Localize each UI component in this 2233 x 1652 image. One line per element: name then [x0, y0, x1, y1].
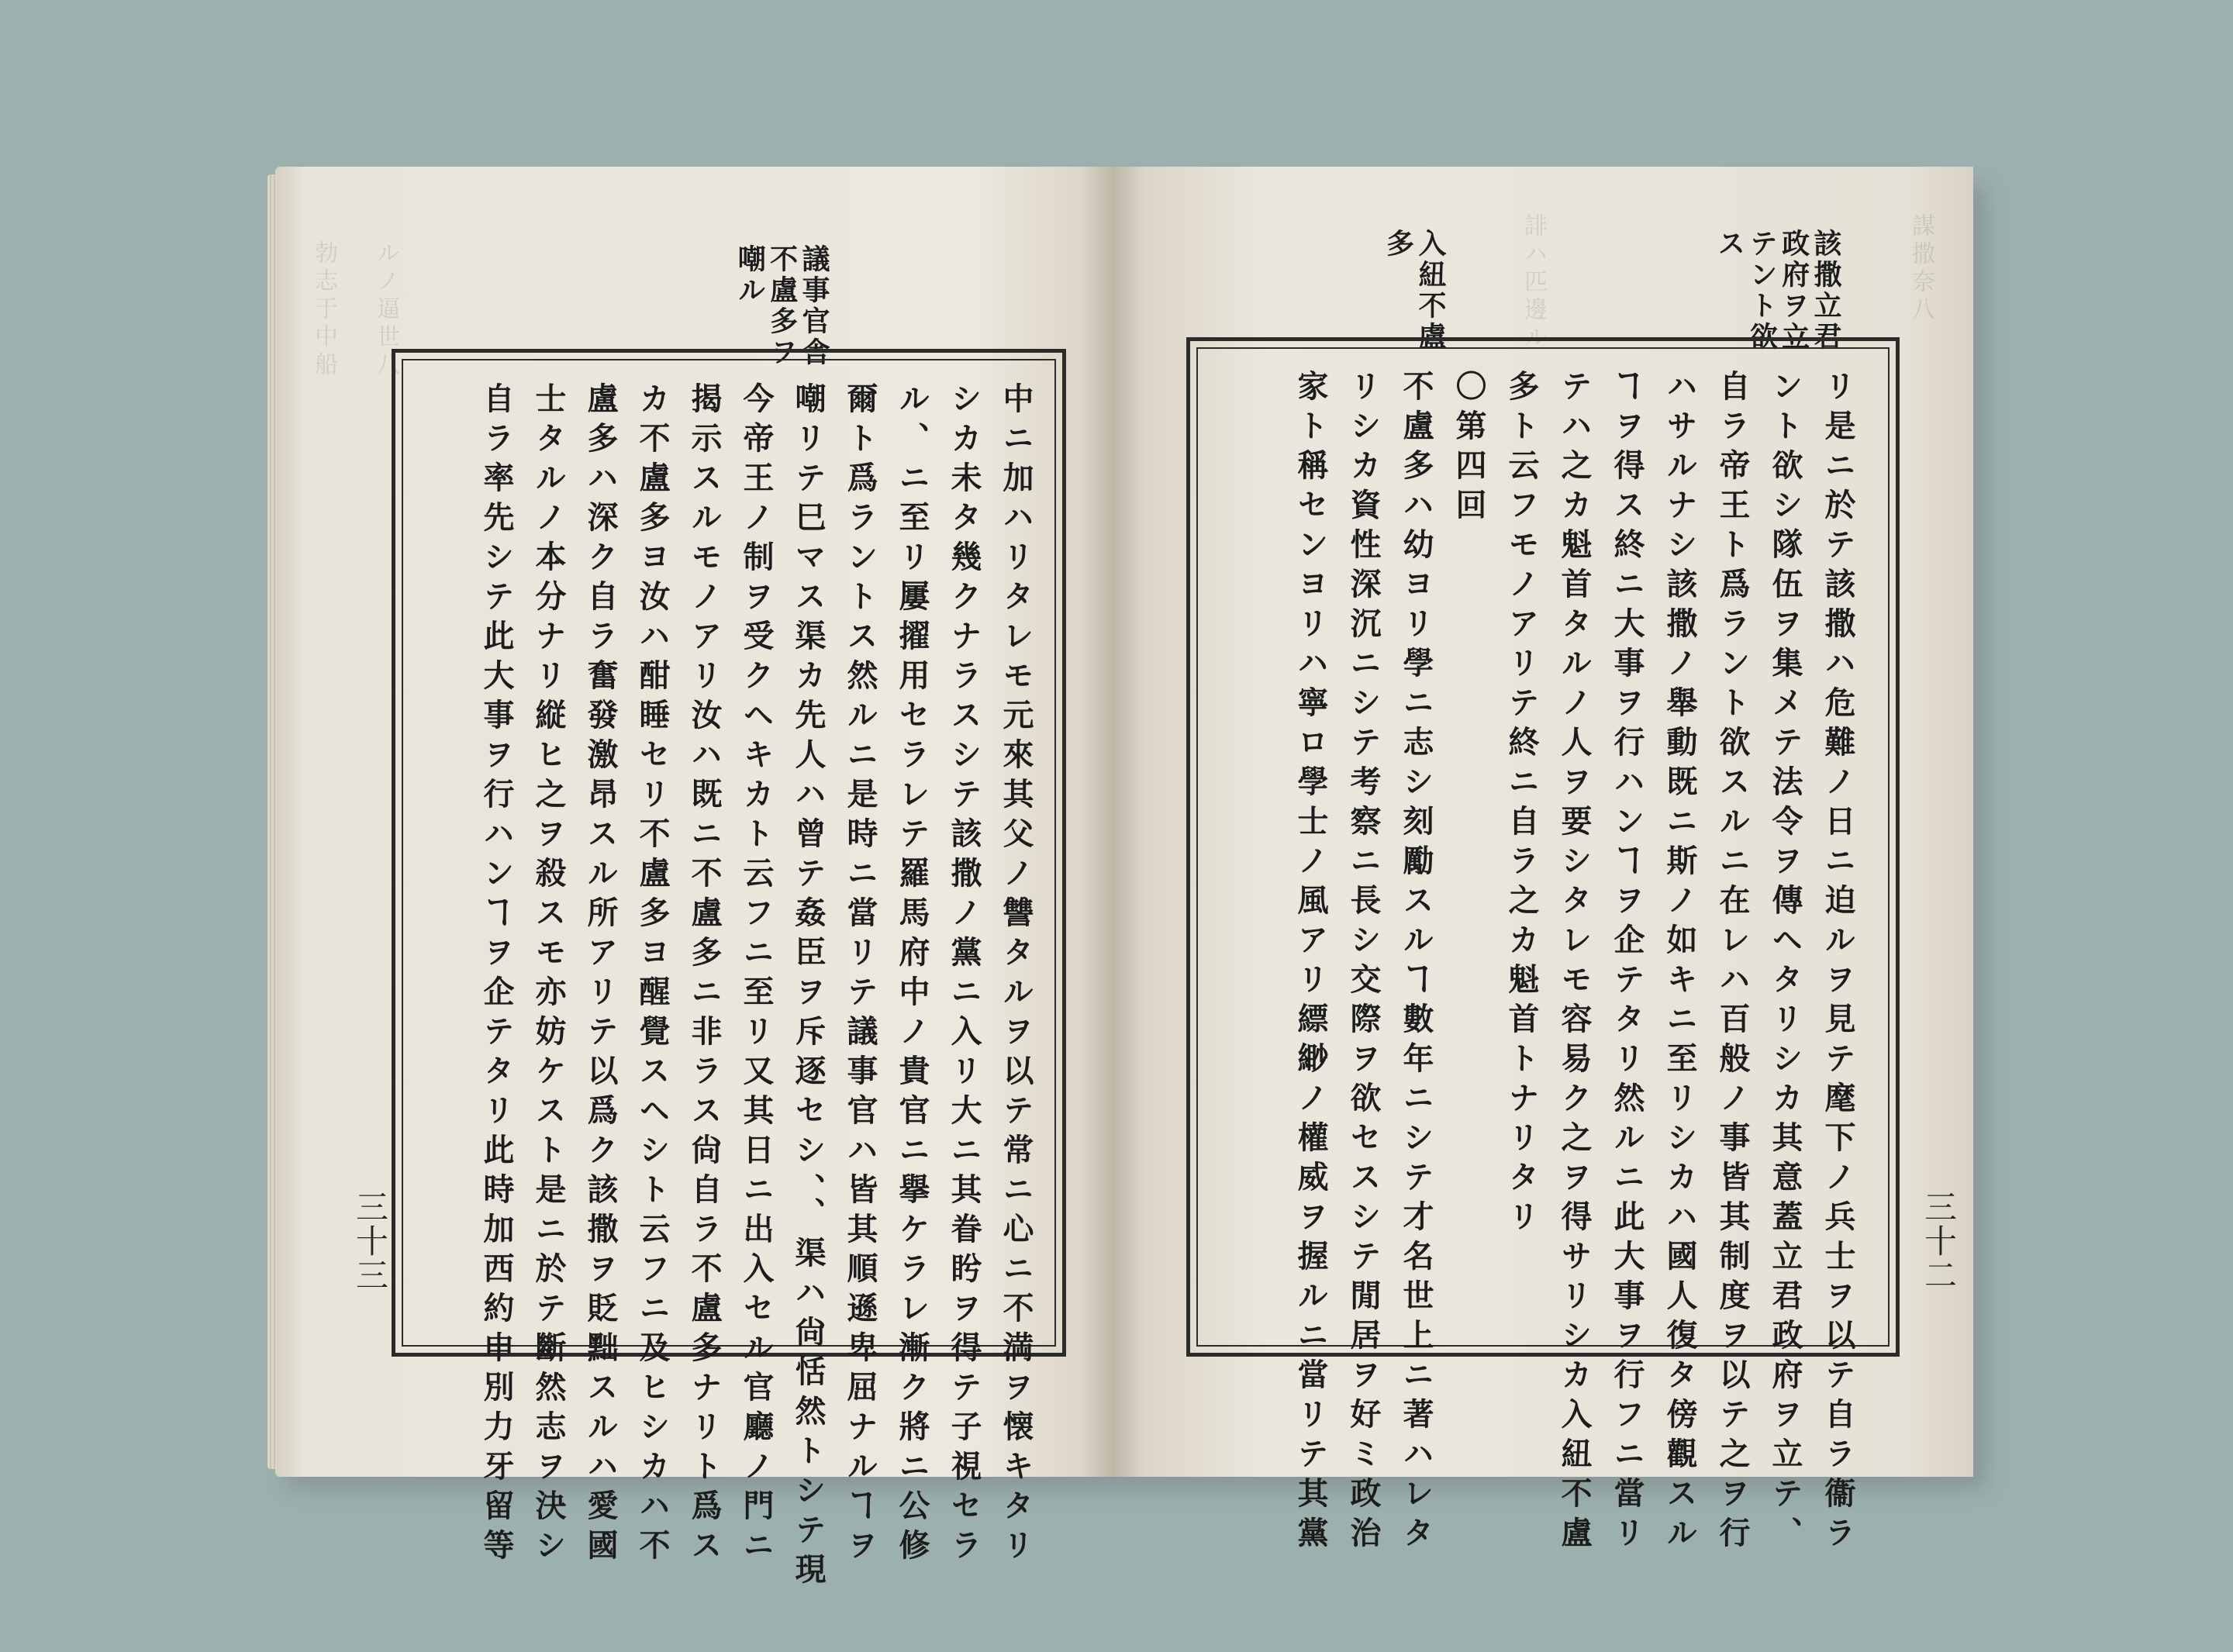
- page-number: 三十二: [1920, 1190, 1958, 1292]
- text-column: 自ラ帝王ト爲ラント欲スルニ在レハ百般ノ事皆其制度ヲ以テ之ヲ行: [1714, 370, 1751, 1556]
- open-book: [275, 167, 1981, 1592]
- bleed-through-text: 勃志于中船: [310, 240, 337, 380]
- margin-note-line: ス: [1713, 229, 1746, 260]
- text-column: 今帝王ノ制ヲ受クヘキカト云フニ至リ又其日ニ出入セル官廳ノ門ニ: [738, 382, 775, 1568]
- left-page-edge: [267, 174, 277, 1469]
- margin-note-line: 多: [1382, 229, 1415, 260]
- margin-note-line: 該撒立君: [1810, 229, 1842, 353]
- margin-note-line: 政府ヲ立: [1777, 229, 1810, 353]
- text-column: テハ之カ魁首タルノ人ヲ要シタレモ容易ク之ヲ得サリシカ入紐不盧: [1556, 370, 1593, 1556]
- text-column: リ是ニ於テ該撒ハ危難ノ日ニ迫ルヲ見テ麾下ノ兵士ヲ以テ自ラ衞ラ: [1820, 370, 1856, 1556]
- margin-note-line: テント欲: [1745, 229, 1779, 353]
- text-column: 爾ト爲ラントス然ルニ是時ニ當リテ議事官ハ皆其順遜卑屈ナルヿヲ: [842, 382, 878, 1568]
- text-column: 盧多ハ深ク自ラ奮發激昂スル所アリテ以爲ク該撒ヲ貶黜スルハ愛國: [582, 382, 619, 1568]
- margin-note-line: 不盧多ヲ: [765, 244, 799, 368]
- bleed-through-text: ルノ逼世八: [372, 240, 399, 380]
- text-column: 不盧多ハ幼ヨリ學ニ志シ刻勵スルヿ數年ニシテ才名世上ニ著ハレタ: [1398, 370, 1434, 1556]
- margin-note-line: 議事官舎: [798, 244, 830, 368]
- bleed-through-text: 謀撒奈八: [1907, 213, 1934, 325]
- margin-note-line: 嘲ル: [733, 244, 767, 306]
- text-column: 家ト稱センヨリハ寧ロ學士ノ風アリ縹緲ノ權威ヲ握ルニ當リテ其黨: [1293, 370, 1329, 1556]
- chapter-heading: 〇第四回: [1451, 370, 1487, 528]
- text-column: 士タルノ本分ナリ縦ヒ之ヲ殺スモ亦妨ケスト是ニ於テ斷然志ヲ決シ: [530, 382, 567, 1568]
- text-column: シカ未タ幾クナラスシテ該撒ノ黨ニ入リ大ニ其眷盻ヲ得テ子視セラ: [946, 382, 982, 1568]
- text-column: 嘲リテ巳マス渠カ先人ハ曾テ姦臣ヲ斥逐セシ、、渠ハ尙恬然トシテ現: [790, 382, 827, 1592]
- text-column: ル、ニ至リ屢擢用セラレテ羅馬府中ノ貴官ニ擧ケラレ漸ク將ニ公修: [894, 382, 930, 1568]
- text-column: 自ラ率先シテ此大事ヲ行ハンヿヲ企テタリ此時加西約申別力牙留等: [478, 382, 515, 1568]
- right-page: [1113, 167, 1973, 1556]
- margin-note-line: 入紐不盧: [1414, 229, 1447, 353]
- text-column: ント欲シ隊伍ヲ集メテ法令ヲ傳ヘタリシカ其意蓋立君政府ヲ立テ、: [1767, 370, 1803, 1556]
- text-column: 中ニ加ハリタレモ元來其父ノ讐タルヲ以テ常ニ心ニ不満ヲ懐キタリ: [998, 382, 1034, 1568]
- text-column: 多ト云フモノアリテ終ニ自ラ之カ魁首トナリタリ: [1503, 370, 1540, 1240]
- text-column: リシカ資性深沉ニシテ考察ニ長シ交際ヲ欲セスシテ閒居ヲ好ミ政治: [1345, 370, 1382, 1556]
- text-column: ヿヲ得ス終ニ大事ヲ行ハンヿヲ企テタリ然ルニ此大事ヲ行フニ當リ: [1609, 370, 1645, 1556]
- text-column: ハサルナシ該撒ノ舉動既ニ斯ノ如キニ至リシカハ國人復タ傍觀スル: [1662, 370, 1698, 1556]
- left-page: [275, 167, 1113, 1592]
- bleed-through-text: 誹ハ匹邊ル: [1520, 213, 1547, 353]
- text-column: 揭示スルモノアリ汝ハ既ニ不盧多ニ非ラス尙自ラ不盧多ナリト爲ス: [686, 382, 723, 1568]
- page-number: 三十三: [351, 1190, 389, 1292]
- text-column: カ不盧多ヨ汝ハ酣睡セリ不盧多ヨ醒覺スヘシト云フニ及ヒシカハ不: [634, 382, 671, 1568]
